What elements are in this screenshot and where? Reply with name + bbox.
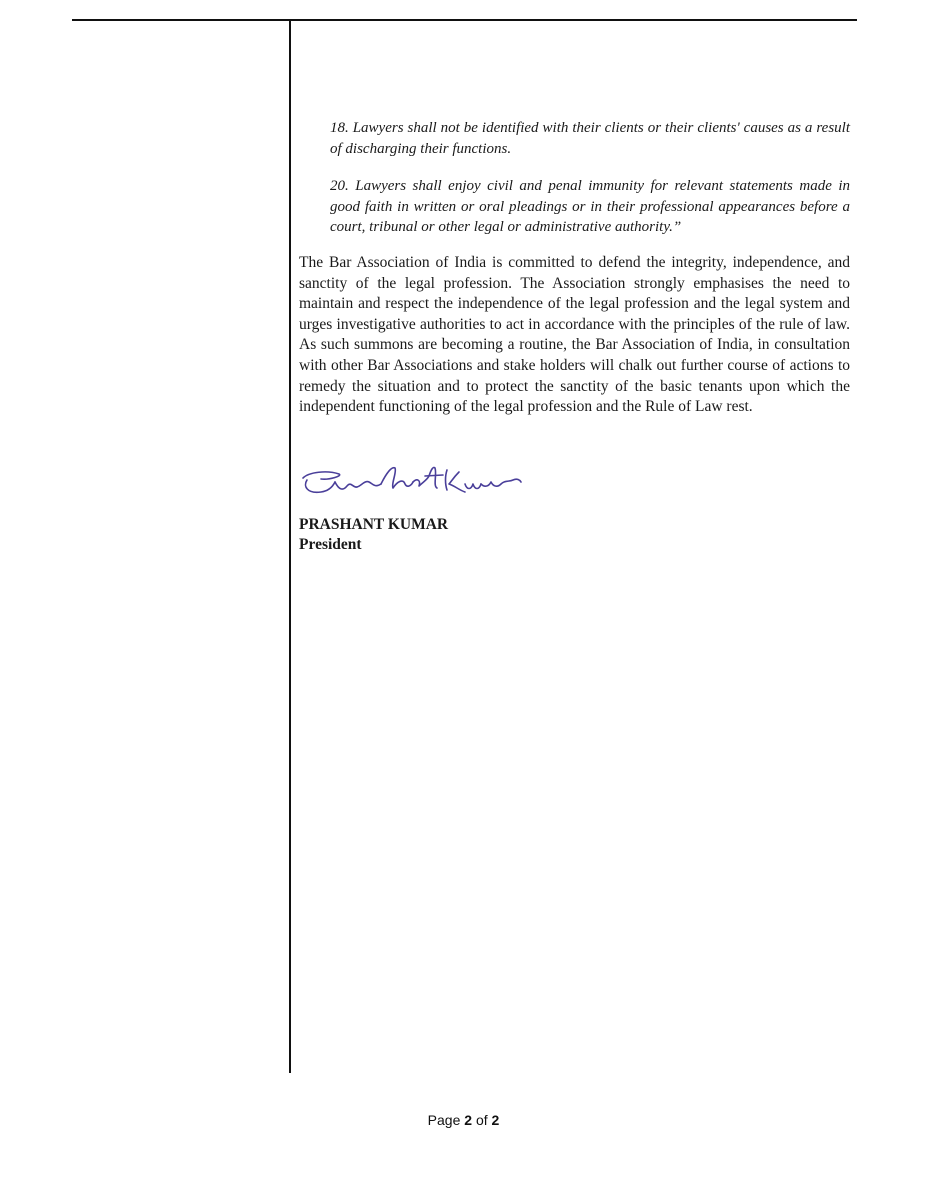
page-separator: of — [475, 1112, 488, 1128]
page-number — [0, 1112, 927, 1128]
signature-image — [299, 460, 524, 505]
quote-item-18: 18. Lawyers shall not be identified with their clients or their clients' causes as a result of discharging their functions. — [330, 120, 850, 157]
signer-name: PRASHANT KUMAR — [299, 516, 449, 533]
current-page: 2 — [464, 1112, 473, 1128]
statement-paragraph: The Bar Association of India is committed to defend the integrity, independence, and sanctity of the legal profession. The Association strongly emphasises the need to maintain and respect the independence of the legal profession and the legal system and urges investigative authorities to act in accordance with the principles of the rule of law. As such summons are becoming a routine, the Bar Association of India, in consultation with other Bar Associations and stake holders will chalk out further course of actions to remedy the situation and to protect the sanctity of the basic tenants upon which the independent functioning of the legal profession and the Rule of Law rest. — [299, 254, 850, 416]
total-pages: 2 — [491, 1112, 500, 1128]
signer-title: President — [299, 536, 362, 553]
header-rule — [72, 19, 857, 21]
quote-item-20: 20. Lawyers shall enjoy civil and penal immunity for relevant statements made in good faith in written or oral pleadings or in their professional appearances before a court, tribunal or other legal or administrative authority.” — [330, 178, 850, 235]
margin-rule — [289, 19, 291, 1073]
page-label: Page — [427, 1112, 461, 1128]
